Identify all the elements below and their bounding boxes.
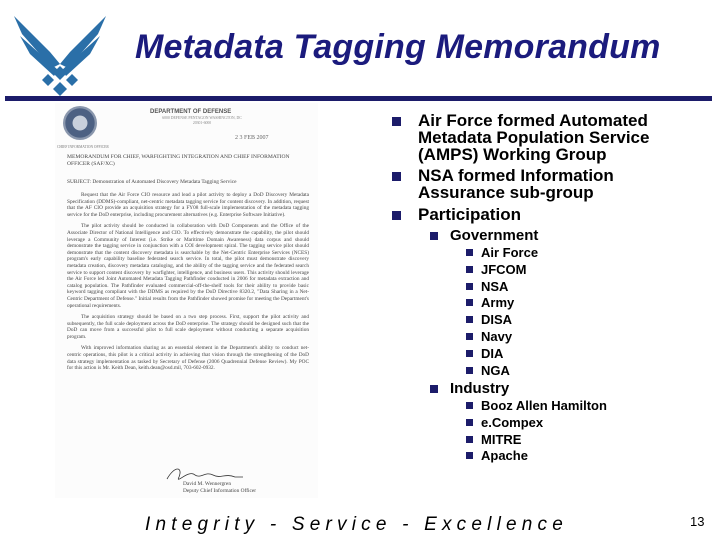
square-bullet-icon bbox=[466, 299, 473, 306]
bullet-text: Metadata Population Service bbox=[418, 128, 650, 147]
participant-name: Army bbox=[481, 295, 515, 311]
square-bullet-icon bbox=[466, 316, 473, 323]
group-label: Government bbox=[450, 227, 539, 244]
memo-paragraph: The acquisition strategy should be based on a two step process. First, support the pilot activity and subsequently, the full scale deployment across the DoD enterprise. The strategy should be designed such that the DoD can move from a successful pilot to full scale deployment without conducting a separate acquisition program. bbox=[67, 314, 309, 340]
bullet-text: NSA formed Information bbox=[418, 166, 614, 185]
participant-name: e.Compex bbox=[481, 414, 544, 430]
memo-department: DEPARTMENT OF DEFENSE bbox=[150, 109, 232, 115]
square-bullet-icon bbox=[466, 436, 473, 443]
square-bullet-icon bbox=[466, 419, 473, 426]
title-divider bbox=[5, 96, 712, 101]
square-bullet-icon bbox=[392, 172, 401, 181]
square-bullet-icon bbox=[466, 333, 473, 340]
signer-title: Deputy Chief Information Officer bbox=[183, 488, 257, 494]
dod-seal-icon bbox=[63, 106, 97, 140]
bullet-text: Assurance sub-group bbox=[418, 183, 594, 202]
participant-name: NSA bbox=[481, 278, 509, 294]
memorandum-image bbox=[55, 103, 318, 498]
participant-name: Navy bbox=[481, 329, 513, 344]
square-bullet-icon bbox=[466, 249, 473, 256]
participant-name: JFCOM bbox=[481, 261, 527, 277]
footer-motto: Integrity - Service - Excellence bbox=[145, 514, 568, 535]
signer-name: David M. Wennergren bbox=[183, 481, 232, 487]
memo-address: 6000 DEFENSE PENTAGON WASHINGTON, DC 20301-6000 bbox=[162, 116, 242, 125]
memo-office: CHIEF INFORMATION OFFICER bbox=[57, 145, 109, 149]
group-label: Industry bbox=[450, 380, 510, 397]
memo-subject: SUBJECT: Demonstration of Automated Discovery Metadata Tagging Service bbox=[67, 179, 237, 185]
square-bullet-icon bbox=[466, 367, 473, 374]
bullet-text: Participation bbox=[418, 205, 521, 224]
participant-name: NGA bbox=[481, 362, 510, 378]
square-bullet-icon bbox=[392, 211, 401, 220]
memo-signer bbox=[183, 481, 256, 495]
bullet-text: (AMPS) Working Group bbox=[418, 145, 607, 164]
memo-addressee: MEMORANDUM FOR CHIEF, WARFIGHTING INTEGRATION AND CHIEF INFORMATION OFFICER (SAF/XC) bbox=[67, 154, 290, 167]
memo-paragraph: Request that the Air Force CIO resource and lead a pilot activity to deploy a DoD Discovery Metadata Specification (DDMS)-compliant, net-centric metadata tagging service for content discovery. In addition, request that the AF CIO provide an acquisition strategy for a FY08 full-scale implementation of the metadata tagging service for the DoD enterprise, including procurement alternatives (e.g. Enterprise Software Initiative). bbox=[67, 192, 309, 218]
participant-name: Booz Allen Hamilton bbox=[481, 398, 607, 413]
slide-title: Metadata Tagging Memorandum bbox=[135, 28, 661, 66]
memo-date: 2 3 FEB 2007 bbox=[235, 135, 269, 141]
participant-name: DIA bbox=[481, 345, 504, 361]
page-number: 13 bbox=[690, 514, 705, 529]
memo-body bbox=[67, 192, 309, 377]
square-bullet-icon bbox=[466, 266, 473, 273]
square-bullet-icon bbox=[466, 402, 473, 409]
air-force-logo bbox=[10, 6, 110, 98]
participant-name: Apache bbox=[481, 448, 528, 464]
participant-name: MITRE bbox=[481, 431, 522, 447]
participant-name: DISA bbox=[481, 312, 513, 328]
square-bullet-icon bbox=[430, 385, 438, 393]
participant-name: Air Force bbox=[481, 245, 539, 260]
square-bullet-icon bbox=[466, 452, 473, 459]
bullet-text: Air Force formed Automated bbox=[418, 111, 648, 130]
memo-paragraph: The pilot activity should be conducted in collaboration with DoD Components and the Office of the Associate Director of National Intelligence and CIO. To effectively demonstrate the capability, the pilot should leverage a Community of Interest (i.e. Strike or Maritime Domain Awareness) data corpus and should demonstrate the tagging service in conjunction with a COI development spiral. The tagging service pilot should demonstrate that the content discovery metadata is searchable by the Net-Centric Enterprise Services (NCES) program's early capability baseline federated search service. In total, the pilot must demonstrate discovery metadata creation, discovery metadata cataloging, and the ability of the tagging service and the federated search service to support content discovery by warfighter, intelligence, and business users. This activity should leverage the Air Force led Joint Automated Metadata Tagging Pathfinder conducted in 2006 for metadata extraction and catalog population. The Pathfinder evaluated commercial-off-the-shelf tools for their ability to provide basic keyword tagging compliant with the DDMS as required by the DoD Directive 8320.2, "Data Sharing in a Net-Centric Department of Defense." Initial results from the Pathfinder showed promise for meeting the Department's operational requirements. bbox=[67, 223, 309, 309]
square-bullet-icon bbox=[430, 232, 438, 240]
square-bullet-icon bbox=[392, 117, 401, 126]
square-bullet-icon bbox=[466, 350, 473, 357]
memo-paragraph: With improved information sharing as an essential element in the Department's ability to conduct net-centric operations, this pilot is a critical activity in achieving that vision through the strengthening of the DoD data strategy implementation as tasked by Secretary of Defense (2006 Quadrennial Defense Review). My POC for this action is Mr. Keith Dean, keith.dean@osd.mil, 703-602-0932. bbox=[67, 345, 309, 372]
square-bullet-icon bbox=[466, 283, 473, 290]
